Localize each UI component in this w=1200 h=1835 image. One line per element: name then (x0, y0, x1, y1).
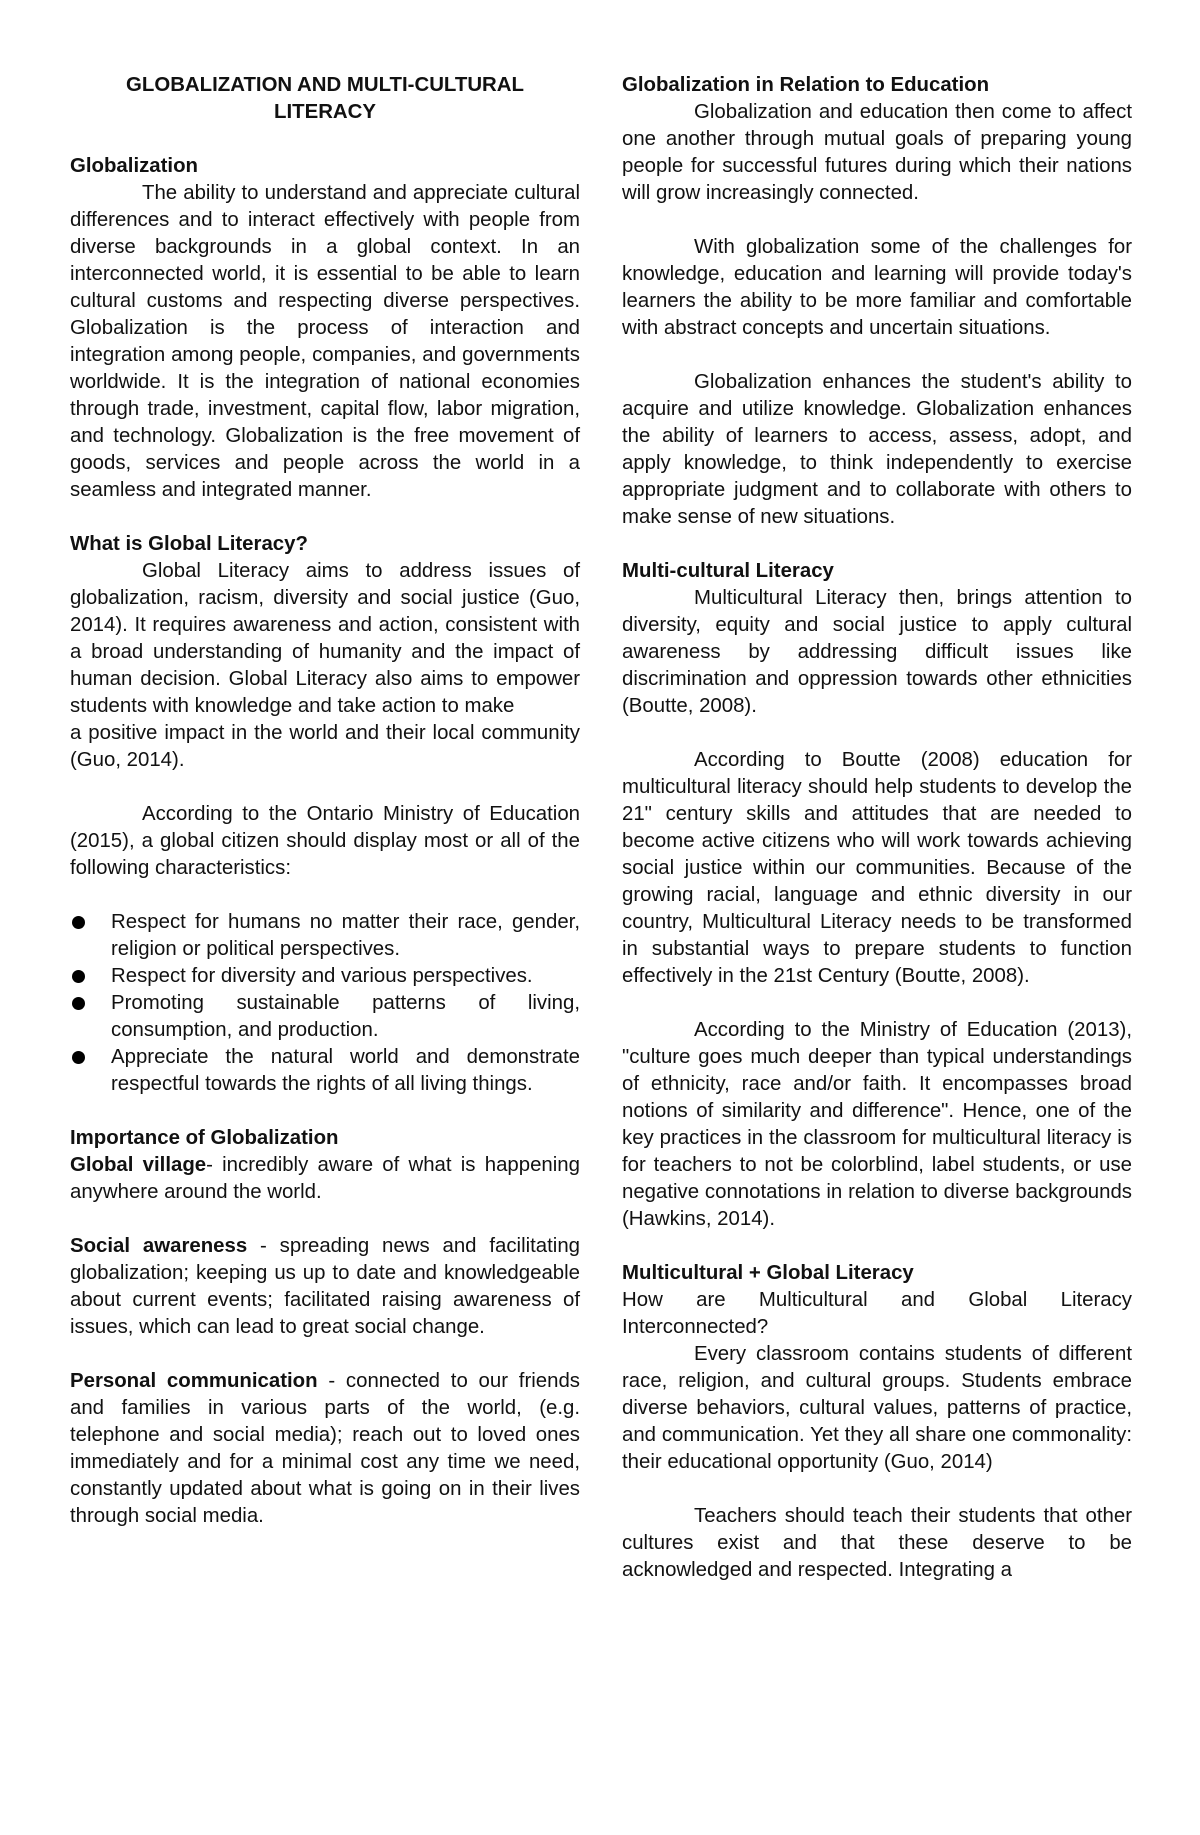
global-literacy-paragraph-a: Global Literacy aims to address issues of globalization, racism, diversity and social justice (Guo, 2014). It requires awareness and action, consistent with a broad understanding of humanity and the impact of human decision. Global Literacy also aims to empower students with knowledge and take action to make (70, 560, 580, 717)
list-item (70, 963, 580, 990)
social-awareness-paragraph (70, 1233, 580, 1341)
title-line-1: GLOBALIZATION AND MULTI-CULTURAL (126, 74, 524, 96)
personal-communication-paragraph (70, 1368, 580, 1530)
document-title (70, 72, 580, 126)
list-item-text: Respect for humans no matter their race, gender, religion or political perspectives. (111, 911, 580, 960)
bullet-icon (72, 970, 85, 983)
education-paragraph-3: Globalization enhances the student's ability to acquire and utilize knowledge. Globalization enhances the ability of learners to access, assess, adopt, and apply knowledge, to think independently to exercise appropriate judgment and to collaborate with others to make sense of new situations. (622, 371, 1132, 528)
combined-literacy-paragraph-2: Teachers should teach their students that other cultures exist and that these deserve to be acknowledged and respected. Integrating a (622, 1505, 1132, 1581)
global-literacy-heading: What is Global Literacy? (70, 533, 308, 555)
title-line-2: LITERACY (274, 101, 376, 123)
list-item (70, 909, 580, 963)
citizen-characteristics-list (70, 909, 580, 1098)
multicultural-paragraph-1: Multicultural Literacy then, brings attention to diversity, equity and social justice to apply cultural awareness by addressing difficult issues like discrimination and oppression towards other ethnicities (Boutte, 2008). (622, 587, 1132, 717)
globalization-heading: Globalization (70, 155, 199, 177)
right-column (622, 72, 1132, 1584)
education-heading: Globalization in Relation to Education (622, 74, 990, 96)
global-literacy-paragraph-b: a positive impact in the world and their local community (Guo, 2014). (70, 722, 580, 771)
list-item (70, 1044, 580, 1098)
list-item-text: Appreciate the natural world and demonstrate respectful towards the rights of all living things. (111, 1046, 580, 1095)
multicultural-paragraph-2: According to Boutte (2008) education for multicultural literacy should help students to develop the 21" century skills and attitudes that are needed to become active citizens who will work towards achieving social justice within our communities. Because of the growing racial, language and ethnic diversity in our country, Multicultural Literacy needs to be transformed in substantial ways to prepare students to function effectively in the 21st Century (Boutte, 2008). (622, 749, 1132, 987)
social-awareness-term: Social awareness (70, 1235, 248, 1257)
combined-literacy-question: How are Multicultural and Global Literacy Interconnected? (622, 1289, 1132, 1338)
personal-communication-text: - connected to our friends and families in various parts of the world, (e.g. telephone and social media); reach out to loved ones immediately and for a minimal cost any time we need, constantly updated about what is going on in their lives through social media. (70, 1370, 580, 1527)
combined-literacy-heading: Multicultural + Global Literacy (622, 1262, 914, 1284)
list-item-text: Respect for diversity and various perspectives. (111, 965, 533, 987)
importance-heading: Importance of Globalization (70, 1127, 339, 1149)
combined-literacy-paragraph-1: Every classroom contains students of different race, religion, and cultural groups. Students embrace diverse behaviors, cultural values, patterns of practice, and communication. Yet they all share one commonality: their educational opportunity (Guo, 2014) (622, 1343, 1132, 1473)
list-item (70, 990, 580, 1044)
social-awareness-text: - spreading news and facilitating globalization; keeping us up to date and knowledgeable about current events; facilitated raising awareness of issues, which can lead to great social change. (70, 1235, 581, 1338)
bullet-icon (72, 916, 85, 929)
education-paragraph-2: With globalization some of the challenges for knowledge, education and learning will provide today's learners the ability to be more familiar and comfortable with abstract concepts and uncertain situations. (622, 236, 1132, 339)
ontario-ministry-paragraph: According to the Ontario Ministry of Education (2015), a global citizen should display most or all of the following characteristics: (70, 803, 580, 879)
global-village-paragraph (70, 1152, 580, 1206)
globalization-paragraph: The ability to understand and appreciate cultural differences and to interact effectively with people from diverse backgrounds in a global context. In an interconnected world, it is essential to be able to learn cultural customs and respecting diverse perspectives. Globalization is the process of interaction and integration among people, companies, and governments worldwide. It is the integration of national economies through trade, investment, capital flow, labor migration, and technology. Globalization is the free movement of goods, services and people across the world in a seamless and integrated manner. (70, 182, 580, 501)
education-paragraph-1: Globalization and education then come to affect one another through mutual goals of preparing young people for successful futures during which their nations will grow increasingly connected. (622, 101, 1132, 204)
personal-communication-term: Personal communication (70, 1370, 318, 1392)
bullet-icon (72, 997, 85, 1010)
global-village-text: - incredibly aware of what is happening anywhere around the world. (70, 1154, 580, 1203)
multicultural-paragraph-3: According to the Ministry of Education (2013), "culture goes much deeper than typical understandings of ethnicity, race and/or faith. It encompasses broad notions of similarity and difference". Hence, one of the key practices in the classroom for multicultural literacy is for teachers to not be colorblind, label students, or use negative connotations in relation to diverse backgrounds (Hawkins, 2014). (622, 1019, 1132, 1230)
list-item-text: Promoting sustainable patterns of living, consumption, and production. (111, 992, 580, 1041)
bullet-icon (72, 1051, 85, 1064)
left-column (70, 72, 580, 1530)
global-village-term: Global village (70, 1154, 207, 1176)
multicultural-heading: Multi-cultural Literacy (622, 560, 834, 582)
